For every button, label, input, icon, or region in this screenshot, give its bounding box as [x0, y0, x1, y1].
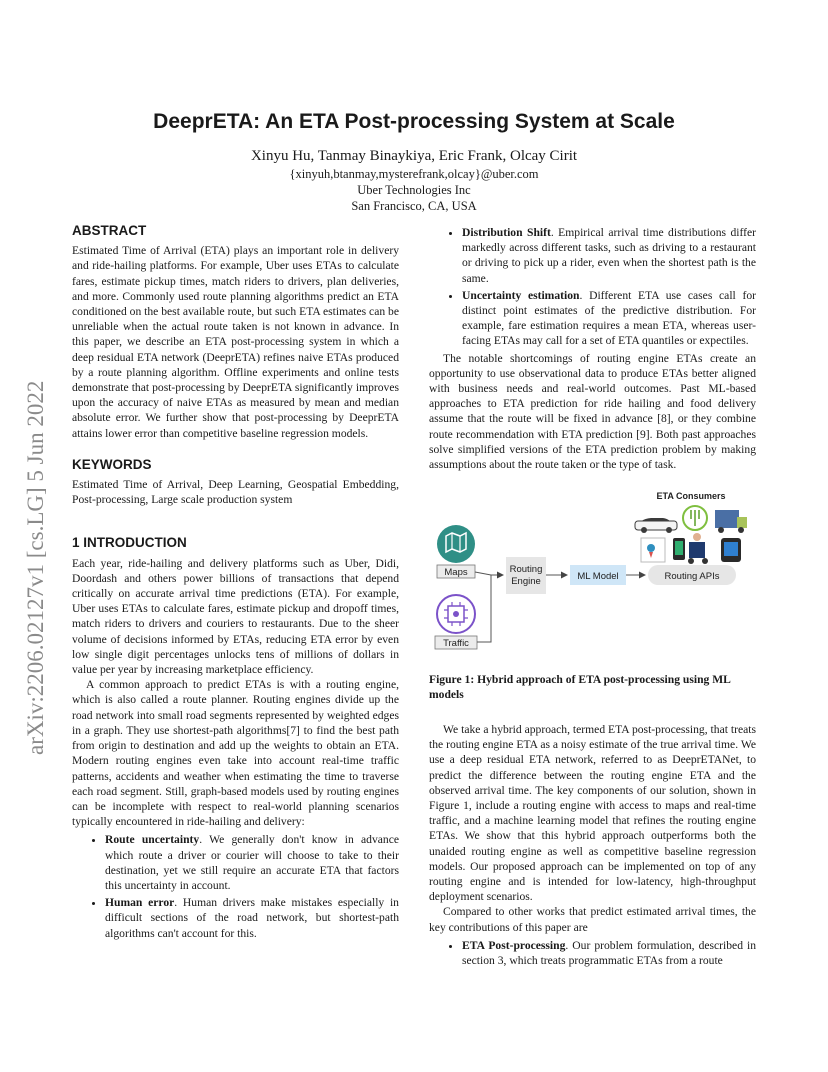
bullet-text: . We generally don't know in advance which route a driver or courier will choose to take to their destination, yet we still require an accurate ETA that factors this uncertainty in account.: [105, 833, 400, 892]
keywords-text: Estimated Time of Arrival, Deep Learning, Geospatial Embedding, Post-processing, Large scale production system: [72, 478, 399, 507]
maps-label: Maps: [444, 567, 468, 578]
ml-model-label: ML Model: [577, 571, 619, 582]
bullet-human-error: [105, 895, 399, 941]
arxiv-identifier: [22, 300, 50, 760]
introduction-heading: 1 INTRODUCTION: [72, 535, 187, 551]
maps-to-engine-arrow: [475, 572, 503, 575]
author-emails: {xinyuh,btanmay,mysterefrank,olcay}@uber.com: [289, 167, 539, 181]
phone-icon: [673, 538, 685, 560]
abstract-heading: ABSTRACT: [72, 223, 147, 238]
body-paragraph-hybrid: We take a hybrid approach, termed ETA post-processing, that treats the routing engine ETA as a noisy estimate of the true arrival time. We use a deep residual ETA network, referred to as DeeprETANet, to predict the difference between the routing engine ETA and the observed arrival time. The key components of our solution, shown in Figure 1, include a routing engine with access to maps and real-time traffic, and a machine learning model that refines the routing engine ETAs. We show that this hybrid approach outperforms both the unaided routing engine as well as competitive baseline regression models. Our proposed approach can be implemented on top of any routing engine and is intended for low-latency, high-throughput deployment scenarios.: [429, 723, 756, 904]
traffic-node: [435, 595, 477, 649]
keywords-heading: KEYWORDS: [72, 456, 152, 472]
contributions-bullet-list: [429, 938, 756, 968]
traffic-sensor-icon: [444, 602, 468, 626]
architecture-diagram: [429, 484, 759, 654]
bullet-term: ETA Post-processing: [462, 938, 566, 952]
bullet-term: Route uncertainty: [105, 833, 200, 847]
bullet-term: Distribution Shift: [462, 226, 551, 239]
bullet-text: . Different ETA use cases call for distinct point estimates of the predictive distribution. For example, fare estimation requires a mean ETA, whereas user-facing ETAs may call for a set of ETA quantiles or expectiles.: [462, 288, 756, 348]
intro-paragraph-2: A common approach to predict ETAs is with a routing engine, which is also called a route planner. Routing engines divide up the road network into small road segments represented by weighted edges in a graph. They use shortest-path algorithms[7] to find the best path from origin to destination and add up the weights to obtain an ETA. Modern routing engines even take into account real-time traffic patterns, accidents and weather when estimating the time to traverse each road segment. Still, graph-based models used by routing engines can be incomplete with respect to real-world planning scenarios typically encountered in ride-hailing and delivery:: [72, 678, 399, 829]
figure-1: [429, 484, 759, 654]
bullet-route-uncertainty: [105, 832, 399, 893]
ml-model-node: [570, 565, 626, 585]
affiliation-location: San Francisco, CA, USA: [351, 199, 477, 213]
shortcomings-bullet-list: [429, 225, 756, 349]
routing-engine-label-line-1: Routing: [509, 564, 543, 575]
traffic-label: Traffic: [443, 638, 469, 649]
right-column-bottom: [429, 722, 756, 970]
maps-node: [437, 525, 475, 578]
bullet-eta-post-processing: [462, 938, 756, 968]
food-delivery-icon: [683, 506, 707, 530]
tablet-icon: [721, 538, 741, 562]
body-paragraph-contributions: Compared to other works that predict estimated arrival times, the key contributions of this paper are: [429, 905, 756, 934]
routing-apis-label: Routing APIs: [664, 571, 720, 582]
author-list: Xinyu Hu, Tanmay Binaykiya, Eric Frank, Olcay Cirit: [250, 148, 578, 164]
body-paragraph-shortcomings: The notable shortcomings of routing engine ETAs create an opportunity to use observational data to produce ETAs better aligned with business needs and real-world outcomes. Past ML-based approaches to ETA prediction for ride hailing and food delivery assume that the route will be fixed in advance [8], or they combine route recommendation with ETA prediction [9]. Both past approaches solve simplified versions of the ETA prediction problem by making assumptions about the route taken or the type of task.: [429, 351, 756, 472]
right-column-top: [429, 225, 756, 472]
figure-1-caption: Figure 1: Hybrid approach of ETA post-processing using ML models: [429, 673, 731, 701]
arxiv-id-text: arXiv:2206.02127v1 [cs.LG] 5 Jun 2022: [23, 380, 48, 755]
routing-engine-label-line-2: Engine: [511, 576, 541, 587]
affiliation-org: Uber Technologies Inc: [357, 183, 471, 197]
car-icon: [635, 518, 677, 533]
bullet-uncertainty-estimation: [462, 288, 756, 349]
eta-consumers-label: ETA Consumers: [656, 491, 726, 501]
bullet-distribution-shift: [462, 225, 756, 286]
map-pin-icon: [641, 538, 665, 562]
intro-paragraph-1: Each year, ride-hailing and delivery platforms such as Uber, Didi, Doordash and others power billions of transactions that depend critically on accurate arrival time predictions (ETA). For example, Uber uses ETAs to calculate fares, estimate pickup and dropoff times, match riders to drivers and couriers to restaurants. Due to the sheer volume of decisions informed by ETAs, reducing ETA error by even low single digit percentages unlocks tens of millions of dollars in value per year by increasing marketplace efficiency.: [72, 556, 399, 677]
bullet-term: Uncertainty estimation: [462, 288, 580, 302]
left-column: [72, 223, 399, 943]
intro-bullet-list: [72, 832, 399, 940]
courier-icon: [688, 533, 708, 564]
routing-engine-node: [506, 557, 546, 594]
bullet-term: Human error: [105, 896, 175, 910]
maps-circle: [437, 525, 475, 563]
bullet-text: . Human drivers make mistakes especially in difficult sections of the road network, but shortest-path algorithms can't account for this.: [105, 896, 399, 940]
paper-title: DeeprETA: An ETA Post-processing System at Scale: [153, 110, 675, 133]
bullet-text: . Empirical arrival time distributions differ markedly across different tasks, such as driving to a restaurant or driving to pick up a rider, even when the shortest path is the same.: [462, 226, 756, 285]
routing-apis-node: [648, 565, 736, 585]
abstract-text: Estimated Time of Arrival (ETA) plays an important role in delivery and ride-hailing platforms. For example, Uber uses ETAs to calculate fares, estimate pickup times, match riders to drivers, plan deliveries, and more. Commonly used route planning algorithms predict an ETA conditioned on the best available route, but such ETA estimates can be unreliable when the actual route taken is not known in advance. In this paper, we describe an ETA post-processing system in which a deep residual ETA network (DeeprETA) refines naive ETAs produced by a route planning algorithm. Offline experiments and online tests demonstrate that post-processing by DeeprETA significantly improves upon the accuracy of naive ETAs as measured by mean and median absolute error. We further show that post-processing by DeeprETA attains lower error than competitive baseline regression models.: [72, 244, 399, 440]
traffic-to-engine-line: [477, 575, 491, 642]
bullet-text: . Our problem formulation, described in section 3, which treats programmatic ETAs from a route: [462, 938, 756, 968]
truck-icon: [715, 510, 747, 533]
